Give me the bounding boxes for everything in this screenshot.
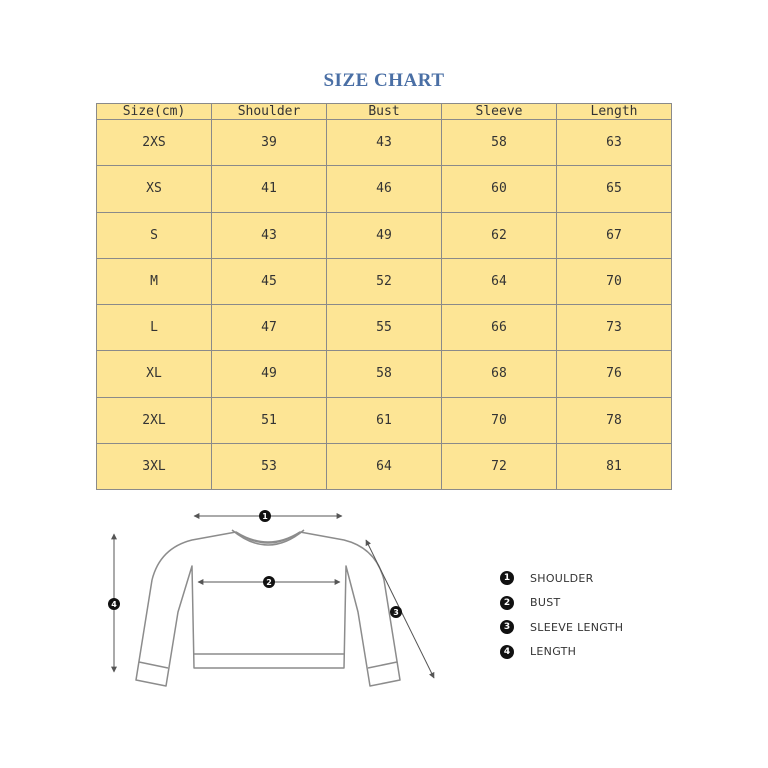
cell-bust: 58 (327, 351, 442, 397)
cell-shoulder: 41 (212, 166, 327, 212)
cell-shoulder: 45 (212, 258, 327, 304)
cell-sleeve: 66 (442, 305, 557, 351)
table-header-row (97, 104, 672, 120)
table-row (97, 212, 672, 258)
marker-2: 2 (266, 578, 272, 587)
legend-label: BUST (530, 596, 561, 610)
cell-length: 65 (557, 166, 672, 212)
cell-size: 3XL (97, 443, 212, 489)
cell-bust: 61 (327, 397, 442, 443)
cell-bust: 64 (327, 443, 442, 489)
cell-size: XS (97, 166, 212, 212)
measure-sleeve (366, 540, 434, 678)
measure-length (108, 534, 120, 672)
measure-shoulder (194, 510, 342, 522)
cell-shoulder: 53 (212, 443, 327, 489)
cell-shoulder: 39 (212, 120, 327, 166)
cell-sleeve: 58 (442, 120, 557, 166)
measurement-legend (500, 566, 700, 664)
cell-size: 2XL (97, 397, 212, 443)
cell-length: 81 (557, 443, 672, 489)
legend-number-icon: 2 (500, 596, 514, 610)
cell-shoulder: 43 (212, 212, 327, 258)
cell-bust: 43 (327, 120, 442, 166)
cell-length: 78 (557, 397, 672, 443)
legend-item-sleeve-length (500, 615, 700, 640)
cell-size: S (97, 212, 212, 258)
cell-shoulder: 49 (212, 351, 327, 397)
table-row (97, 166, 672, 212)
cell-sleeve: 68 (442, 351, 557, 397)
legend-number-icon: 4 (500, 645, 514, 659)
table-row (97, 258, 672, 304)
table-row (97, 305, 672, 351)
cell-size: M (97, 258, 212, 304)
sweater-outline (136, 530, 400, 686)
size-table (96, 103, 672, 490)
legend-item-shoulder (500, 566, 700, 591)
cell-length: 70 (557, 258, 672, 304)
sweater-diagram (96, 500, 456, 710)
legend-number-icon: 3 (500, 620, 514, 634)
cell-size: XL (97, 351, 212, 397)
header-length: Length (557, 104, 672, 120)
marker-4: 4 (111, 600, 117, 609)
cell-bust: 49 (327, 212, 442, 258)
legend-item-bust (500, 591, 700, 616)
cell-sleeve: 70 (442, 397, 557, 443)
cell-length: 67 (557, 212, 672, 258)
legend-item-length (500, 640, 700, 665)
cell-shoulder: 51 (212, 397, 327, 443)
size-chart-title: SIZE CHART (323, 70, 445, 91)
cell-length: 76 (557, 351, 672, 397)
header-shoulder: Shoulder (212, 104, 327, 120)
cell-bust: 55 (327, 305, 442, 351)
table-row (97, 397, 672, 443)
legend-label: SHOULDER (530, 571, 594, 585)
legend-number-icon: 1 (500, 571, 514, 585)
marker-3: 3 (393, 608, 399, 617)
cell-shoulder: 47 (212, 305, 327, 351)
table-row (97, 351, 672, 397)
cell-sleeve: 60 (442, 166, 557, 212)
table-row (97, 120, 672, 166)
measure-bust (198, 576, 340, 588)
cell-bust: 52 (327, 258, 442, 304)
cell-length: 73 (557, 305, 672, 351)
cell-bust: 46 (327, 166, 442, 212)
table-row (97, 443, 672, 489)
cell-size: L (97, 305, 212, 351)
legend-label: LENGTH (530, 645, 577, 659)
cell-sleeve: 72 (442, 443, 557, 489)
header-size: Size(cm) (97, 104, 212, 120)
cell-sleeve: 64 (442, 258, 557, 304)
header-sleeve: Sleeve (442, 104, 557, 120)
cell-sleeve: 62 (442, 212, 557, 258)
header-bust: Bust (327, 104, 442, 120)
legend-label: SLEEVE LENGTH (530, 620, 624, 634)
cell-length: 63 (557, 120, 672, 166)
cell-size: 2XS (97, 120, 212, 166)
marker-1: 1 (262, 512, 268, 521)
